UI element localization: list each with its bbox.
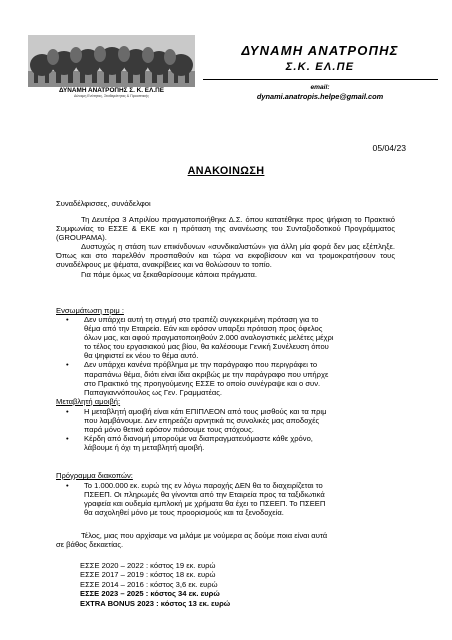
- bullet-item: [56, 407, 395, 434]
- bullet-line: Η μεταβλητή αμοιβή είναι κάτι ΕΠΙΠΛΕΟΝ από τους μισθούς και τα πριμ: [84, 407, 327, 416]
- essi-cost-row: ΕΣΣΕ 2020 – 2022 : κόστος 19 εκ. ευρώ: [80, 561, 216, 570]
- bullet-line: θα ψηφιστεί εκ νέου το θέμα αυτό.: [84, 351, 199, 361]
- bullet-line: θα ασχοληθεί μόνο με τους προορισμούς και τα ξενοδοχεία.: [84, 508, 284, 518]
- bullet-icon: •: [66, 434, 69, 444]
- bullet-line: γραφεία και ουδεμία εμπλοκή με χρήματα θα έχει το ΠΣΕΕΠ. Το ΠΣΕΕΠ: [84, 499, 326, 509]
- section-title: Ενσωμάτωση πριμ :: [56, 306, 124, 315]
- email-label: email:: [310, 84, 330, 91]
- bullet-item: [56, 315, 395, 360]
- bullet-line: Το 1.000.000 εκ. ευρώ της εν λόγω παροχής ΔΕΝ θα το διαχειρίζεται το: [84, 481, 323, 490]
- essi-cost-row: ΕΣΣΕ 2014 – 2016 : κόστος 3,6 εκ. ευρώ: [80, 579, 218, 589]
- essi-cost-row: ΕΣΣΕ 2017 – 2019 : κόστος 18 εκ. ευρώ: [80, 570, 216, 580]
- bullet-line: όλων μας, και αφού πραγματοποιηθούν 2.000 αναλογιστικές μελέτες μέχρι: [84, 333, 334, 343]
- section-title: Πρόγραμμα διακοπών:: [56, 471, 133, 480]
- intro-paragraph: Για πάμε όμως να ξεκαθαρίσουμε κάποια πράγματα.: [81, 269, 258, 279]
- bullet-icon: •: [66, 360, 69, 370]
- bullet-icon: •: [66, 315, 69, 324]
- closing-line: Τέλος, μιας που αρχίσαμε να μιλάμε με νούμερα ας δούμε ποια είναι αυτά: [81, 531, 328, 540]
- section-bullets: [56, 481, 395, 517]
- bullet-line: που λαμβάνουμε. Δεν επηρεάζει αρνητικά τις συνολικές μας αποδοχές: [84, 416, 320, 426]
- intro-paragraphs: [56, 215, 395, 279]
- bullet-line: Δεν υπάρχει κανένα πρόβλημα με την παράγραφο που περιγράφει το: [84, 360, 318, 370]
- bullet-line: παρά μόνο θετικά εφόσον πιάσουμε τους στόχους.: [84, 425, 254, 435]
- section-title: Μεταβλητή αμοιβή:: [56, 397, 121, 406]
- logo: [28, 35, 195, 99]
- essi-cost-list: [80, 561, 340, 608]
- bullet-icon: •: [66, 407, 69, 416]
- bullet-item: [56, 481, 395, 517]
- document-heading: ΑΝΑΚΟΙΝΩΣΗ: [187, 165, 265, 177]
- section-bullets: [56, 407, 395, 452]
- bullet-line: λάβουμε ή όχι τη μεταβλητή αμοιβή.: [84, 443, 205, 453]
- bullet-item: [56, 360, 395, 396]
- essi-cost-row: ΕΣΣΕ 2023 – 2025 : κόστος 34 εκ. ευρώ: [80, 589, 220, 599]
- logo-caption: ΔΥΝΑΜΗ ΑΝΑΤΡΟΠΗΣ Σ. Κ. ΕΛ.ΠΕ: [58, 87, 164, 94]
- letterhead-title: ΔΥΝΑΜΗ ΑΝΑΤΡΟΠΗΣ: [241, 43, 399, 58]
- bullet-line: Παπαγιαννόπουλος ως Γεν. Γραμματέας.: [84, 387, 223, 397]
- letterhead-subtitle: Σ.Κ. ΕΛ.ΠΕ: [285, 61, 355, 73]
- closing-paragraph: [56, 531, 395, 549]
- bullet-item: [56, 434, 395, 452]
- section-bullets: [56, 315, 395, 397]
- bullet-line: το τέλος του εργασιακού μας βίου, θα καλέσουμε Γενική Συνέλευση όπου: [84, 342, 329, 352]
- extra-bonus-row: EXTRA BONUS 2023 : κόστος 13 εκ. ευρώ: [80, 598, 231, 608]
- closing-line: σε βάθος δεκαετίας.: [56, 540, 124, 550]
- document-date: 05/04/23: [372, 143, 406, 153]
- bullet-line: παραπάνω θέμα, διότι είναι ίδια ακριβώς με την παράγραφο που υπήρχε: [84, 369, 329, 379]
- greeting: Συναδέλφισσες, συνάδελφοι: [56, 199, 151, 208]
- bullet-line: ΠΣΕΕΠ. Οι πληρωμές θα γίνονται από την Εταιρεία προς τα ταξιδιωτικά: [84, 490, 325, 500]
- letterhead-divider: [203, 79, 438, 80]
- bullet-line: θέμα από την Εταιρεία. Εάν και εφόσον υπαρξει πρόταση προς όφελος: [84, 324, 323, 334]
- bullet-line: στο Πρακτικό της προηγούμενης ΕΣΣΕ το οποίο συνέγραψε και ο συν.: [84, 378, 321, 388]
- email-address: dynami.anatropis.helpe@gmail.com: [256, 92, 384, 101]
- intro-paragraph: Δυστυχώς η στάση των επικίνδυνων «συνδικαλιστών» για άλλη μία φορά δεν μας εξέπληξε. Όπως και στο παρελθόν προσπαθούν και τώρα να εκφοβίσουν και να τρομοκρατήσουν τους συναδέλφους με ψέματα, ανακρίβειες και να θολώσουν το τοπίο.: [56, 242, 395, 270]
- logo-subcaption: Δύναμη Ενότητας, Σταθερότητας & Προοπτικής: [74, 94, 149, 98]
- intro-paragraph: Τη Δευτέρα 3 Απριλίου πραγματοποιήθηκε Δ.Σ. όπου κατατέθηκε προς ψήφιση το Πρακτικό Συμφωνίας το ΕΣΣΕ & ΕΚΕ και η πρόταση της ανανέωσης του Συνταξιοδοτικού Προγράμματος (GROUPAMA).: [56, 215, 395, 243]
- bullet-icon: •: [66, 481, 69, 490]
- bullet-line: Κέρδη από διανομή μπορούμε να διαπραγματευόμαστε κάθε χρόνο,: [84, 434, 313, 444]
- bullet-line: Δεν υπάρχει αυτή τη στιγμή στο τραπέζι συγκεκριμένη πρόταση για το: [84, 315, 319, 324]
- elephant-herd-photo: [28, 35, 195, 87]
